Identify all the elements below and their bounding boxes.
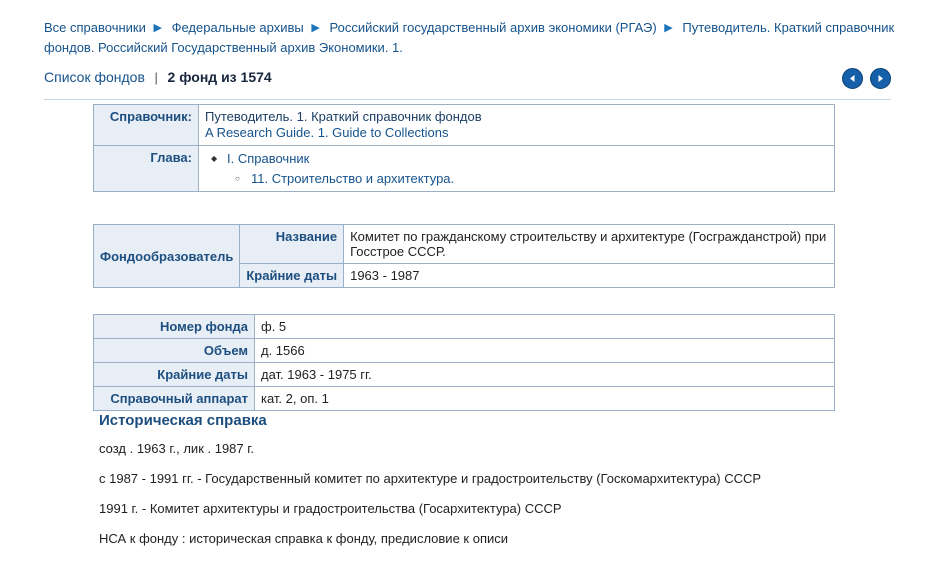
breadcrumb-item-0[interactable]: Все справочники (44, 20, 146, 35)
breadcrumb-item-2[interactable]: Российский государственный архив экономики (РГАЭ) (329, 20, 657, 35)
header-divider (44, 99, 891, 100)
chapter-row (94, 146, 835, 192)
founder-name-row (94, 225, 835, 264)
fond-number-value: ф. 5 (255, 315, 835, 339)
guide-title-en: A Research Guide. 1. Guide to Collections (205, 125, 449, 140)
founder-name-value: Комитет по гражданскому строительству и архитектуре (Госгражданстрой) при Госстрое СССР. (344, 225, 835, 264)
record-navigation (842, 68, 891, 89)
arrow-left-icon (848, 74, 857, 83)
breadcrumb-separator-icon: ▶ (153, 22, 162, 34)
founder-name-label: Название (240, 225, 344, 264)
founder-label: Фондообразователь (94, 225, 240, 288)
fond-counter: 2 фонд из 1574 (167, 69, 272, 85)
fond-volume-value: д. 1566 (255, 339, 835, 363)
next-record-button[interactable] (870, 68, 891, 89)
title-row (0, 61, 935, 99)
chapter-level1-link[interactable]: I. Справочник (227, 151, 310, 166)
chapter-level2-item (205, 170, 828, 187)
table-row (94, 387, 835, 411)
fond-apparatus-label: Справочный аппарат (94, 387, 255, 411)
guide-table (93, 104, 835, 192)
historical-note-heading: Историческая справка (99, 412, 267, 429)
guide-title-ru: Путеводитель. 1. Краткий справочник фондов (205, 109, 482, 124)
breadcrumb-separator-icon: ▶ (311, 22, 320, 34)
guide-label: Справочник: (94, 105, 199, 146)
title-divider: | (154, 70, 158, 85)
fond-apparatus-value: кат. 2, оп. 1 (255, 387, 835, 411)
table-row (94, 363, 835, 387)
historical-note-paragraph: с 1987 - 1991 гг. - Государственный комитет по архитектуре и градостроительству (Госкомархитектура) СССР (99, 471, 762, 486)
historical-note-paragraph: 1991 г. - Комитет архитектуры и градостроительства (Госархитектура) СССР (99, 501, 562, 516)
fond-details-table (93, 314, 835, 411)
fond-number-label: Номер фонда (94, 315, 255, 339)
chapter-level1-item (205, 150, 828, 167)
breadcrumb-separator-icon: ▶ (664, 22, 673, 34)
founder-table (93, 224, 835, 288)
historical-note-paragraph: созд . 1963 г., лик . 1987 г. (99, 441, 255, 456)
chapter-label: Глава: (94, 146, 199, 192)
table-row (94, 315, 835, 339)
fond-volume-label: Объем (94, 339, 255, 363)
guide-value (199, 105, 835, 146)
guide-row (94, 105, 835, 146)
historical-note-section (93, 412, 883, 561)
chapter-list (205, 150, 828, 187)
table-row (94, 339, 835, 363)
historical-note-paragraph: НСА к фонду : историческая справка к фонду, предисловие к описи (99, 531, 509, 546)
founder-dates-label: Крайние даты (240, 264, 344, 288)
fond-dates-value: дат. 1963 - 1975 гг. (255, 363, 835, 387)
fond-dates-label: Крайние даты (94, 363, 255, 387)
founder-dates-value: 1963 - 1987 (344, 264, 835, 288)
breadcrumb-item-3: Путеводитель. Краткий справочник фондов. Российский Государственный архив Экономики. 1. (44, 20, 895, 55)
chapter-level2-link[interactable]: 11. Строительство и архитектура. (251, 171, 455, 186)
arrow-right-icon (876, 74, 885, 83)
breadcrumb-item-1[interactable]: Федеральные архивы (171, 20, 304, 35)
breadcrumb (0, 0, 935, 61)
fond-list-link[interactable]: Список фондов (44, 69, 145, 85)
chapter-value (199, 146, 835, 192)
prev-record-button[interactable] (842, 68, 863, 89)
